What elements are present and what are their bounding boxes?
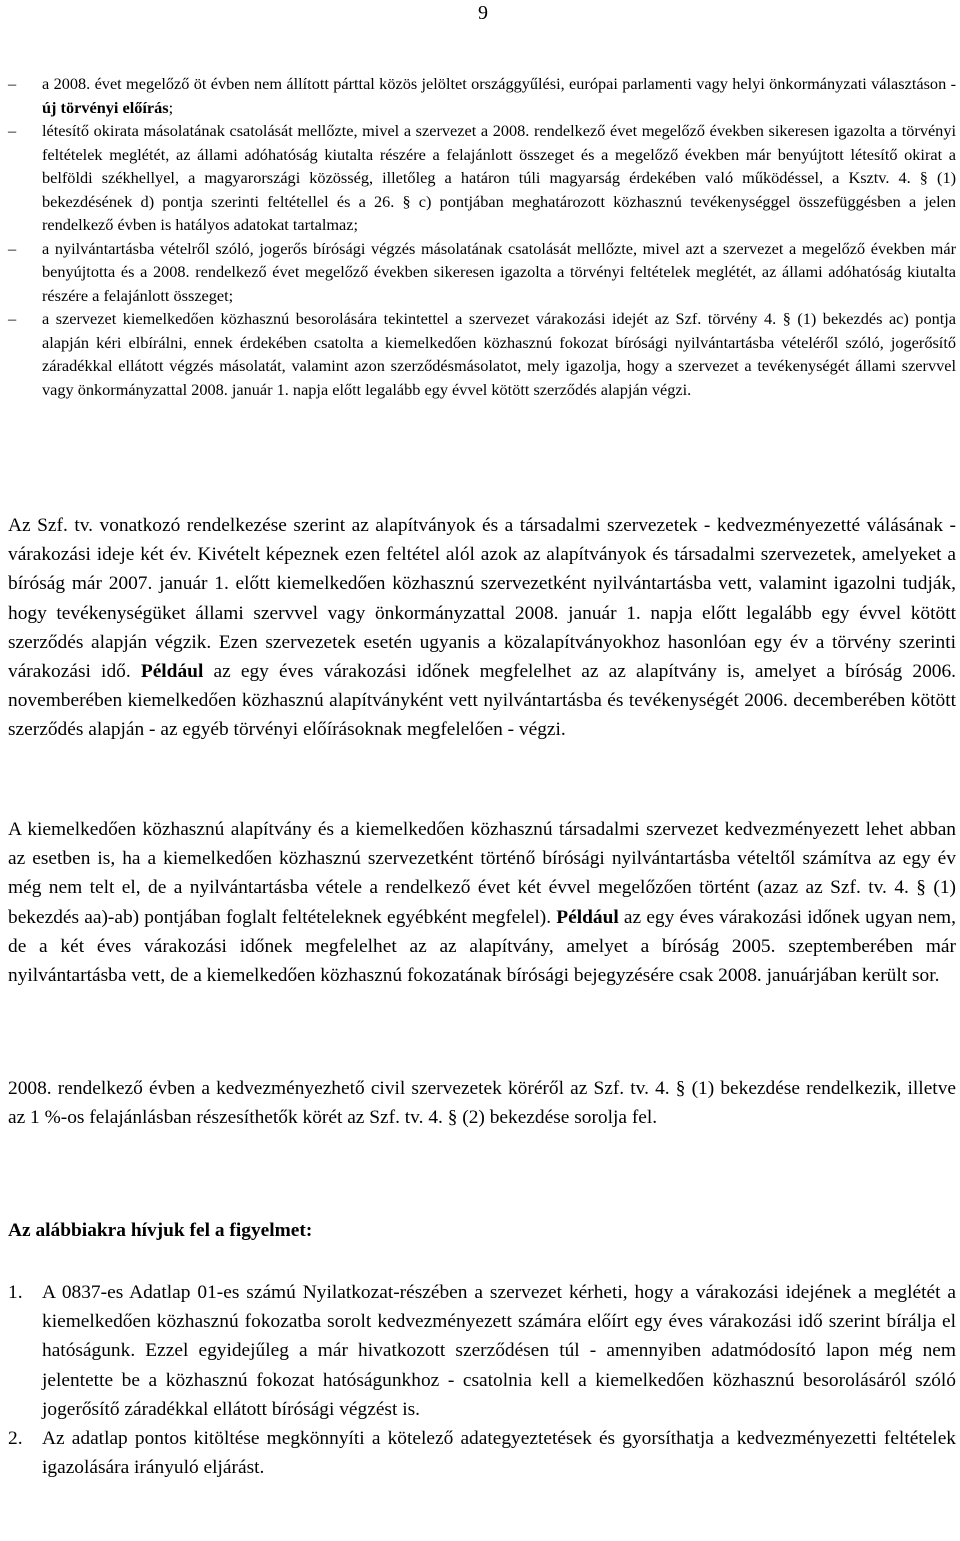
criteria-text: a szervezet kiemelkedően közhasznú besorolására tekintettel a szervezet várakozási idejét az Szf. törvény 4. § (1) bekezdés ac) pontja alapján kéri elbírálni, ennek érdekében csatolta a kiemelkedően közhasznú fokozat bírósági nyilvántartásba vételéről szóló, jogerősítő záradékkal ellátott végzés másolatát, valamint azon szerződésmásolatot, mely igazolja, hogy a szervezet a tevékenységét állami szervvel vagy önkormányzattal 2008. január 1. napja előtt legalább egy évvel kötött szerződés alapján végzi. bbox=[42, 309, 956, 399]
page-number: 9 bbox=[478, 2, 488, 24]
criteria-text: a nyilvántartásba vételről szóló, jogerős bírósági végzés másolatának csatolását mellőzte, mivel azt a szervezet a megelőző években már benyújtotta és a 2008. rendelkező évet megelőző években sikeresen igazolta a törvényi feltételek meglétét, az állami adóhatóság kiutalta részére a felajánlott összeget; bbox=[42, 238, 956, 305]
criteria-item bbox=[8, 72, 956, 119]
attention-item bbox=[8, 1424, 956, 1482]
criteria-item bbox=[8, 119, 956, 237]
item-number: 1. bbox=[8, 1282, 23, 1303]
criteria-item bbox=[8, 307, 956, 401]
paragraph-waiting-period: Az Szf. tv. vonatkozó rendelkezése szerint az alapítványok és a társadalmi szervezetek - kedvezményezetté válásának - várakozási ideje két év. Kivételt képeznek ezen feltétel alól azok az alapítványok és társadalmi szervezetek, amelyeket a bíróság már 2007. január 1. előtt kiemelkedően közhasznú szervezetként nyilvántartásba vett, valamint igazolni tudják, hogy tevékenységüket állami szervvel vagy önkormányzattal 2008. január 1. napja előtt legalább egy évvel kötött szerződés alapján végzik. Ezen szervezetek esetén ugyanis a közalapítványokhoz hasonlóan egy év a törvény szerinti várakozási idő. Például az egy éves várakozási időnek megfelelhet az az alapítvány is, amelyet a bíróság 2006. novemberében kiemelkedően közhasznú alapítványként vett nyilvántartásba és tevékenységét 2006. decemberében kötött szerződés alapján - az egyéb törvényi előírásoknak megfelelően - végzi. bbox=[8, 515, 956, 741]
attention-item bbox=[8, 1278, 956, 1424]
paragraph-eligible-scope: 2008. rendelkező évben a kedvezményezhető civil szervezetek köréről az Szf. tv. 4. § (1) bekezdése rendelkezik, illetve az 1 %-os felajánlásban részesíthetők körét az Szf. tv. 4. § (2) bekezdése sorolja fel. bbox=[8, 1078, 956, 1129]
attention-heading: Az alábbiakra hívjuk fel a figyelmet: bbox=[8, 1220, 313, 1241]
attention-list bbox=[8, 1278, 956, 1482]
attention-text: Az adatlap pontos kitöltése megkönnyíti a kötelező adategyeztetések és gyorsíthatja a kedvezményezetti feltételek igazolására irányuló eljárást. bbox=[42, 1428, 956, 1479]
item-number: 2. bbox=[8, 1428, 23, 1450]
example-emphasis: Például bbox=[556, 906, 619, 928]
paragraph-exception: A kiemelkedően közhasznú alapítvány és a kiemelkedően közhasznú társadalmi szervezet kedvezményezett lehet abban az esetben is, ha a kiemelkedően közhasznú szervezetként történő bírósági nyilvántartásba vételtől számítva az egy év még nem telt el, de a nyilvántartásba vétele a rendelkező évet két évvel megelőzően történt (azaz az Szf. tv. 4. § (1) bekezdés aa)-ab) pontjában foglalt feltételeknek egyébként megfelel). Például az egy éves várakozási időnek ugyan nem, de a két éves várakozási időnek megfelelhet az az alapítvány, amelyet a bíróság 2005. szeptemberében már nyilvántartásba vett, de a kiemelkedően közhasznú fokozatának bírósági bejegyzésére csak 2008. januárjában került sor. bbox=[8, 819, 956, 987]
dash-bullet: – bbox=[8, 238, 17, 258]
dash-bullet: – bbox=[8, 121, 17, 140]
new-rule-emphasis: új törvényi előírás bbox=[42, 97, 169, 117]
criteria-list bbox=[8, 72, 956, 401]
criteria-text: a 2008. évet megelőző öt évben nem állított párttal közös jelöltet országgyűlési, európai parlamenti vagy helyi önkormányzati választáson - új törvényi előírás; bbox=[42, 74, 956, 117]
criteria-text: létesítő okirata másolatának csatolását mellőzte, mivel a szervezet a 2008. rendelkező évet megelőző években sikeresen igazolta a törvényi feltételek meglétét, az állami adóhatóság kiutalta részére a felajánlott összeget és a megelőző években már benyújtott létesítő okirat a belföldi székhellyel, a magyarországi közösség, illetőleg a határon túli magyarság érdekében való működéssel, a Ksztv. 4. § (1) bekezdésének d) pontja szerinti feltétellel és a 26. § c) pontjában meghatározott közhasznú tevékenységgel összefüggésben a jelen rendelkező évben is hatályos adatokat tartalmaz; bbox=[42, 121, 956, 234]
dash-bullet: – bbox=[8, 309, 17, 328]
attention-text: A 0837-es Adatlap 01-es számú Nyilatkozat-részében a szervezet kérheti, hogy a várakozási idejének a meglétét a kiemelkedően közhasznú fokozatba sorolt kedvezményezett számára előírt egy éves várakozási idő szerint bírálja el hatóságunk. Ezzel egyidejűleg a már hivatkozott szerződésen túl - amennyiben adatmódosító lapon még nem jelentette be a közhasznú fokozat hatóságunkhoz - csatolnia kell a kiemelkedően közhasznú besorolásáról szóló jogerősítő záradékkal ellátott bírósági végzést is. bbox=[42, 1282, 956, 1420]
dash-bullet: – bbox=[8, 74, 17, 93]
criteria-item bbox=[8, 237, 956, 308]
example-emphasis: Például bbox=[140, 661, 204, 683]
